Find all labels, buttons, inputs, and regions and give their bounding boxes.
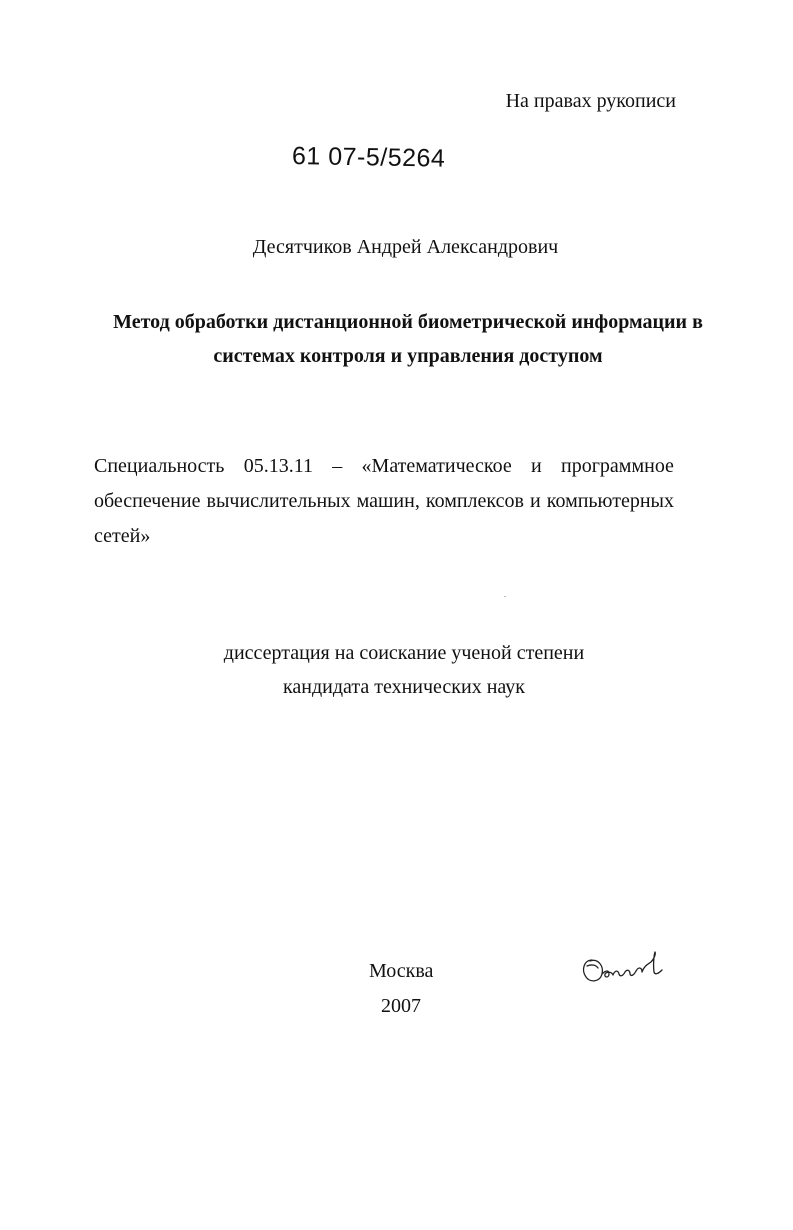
specialty-word: обеспечение (94, 490, 201, 512)
year: 2007 (381, 995, 421, 1017)
specialty-word: программное (561, 455, 674, 477)
city: Москва (369, 960, 434, 982)
specialty-word: Специальность (94, 455, 225, 477)
specialty-word: вычислительных (206, 490, 351, 512)
archive-code: 61 07-5/5264 (291, 142, 446, 173)
degree-line-2: кандидата технических наук (282, 676, 526, 698)
handwritten-signature (578, 946, 670, 990)
specialty-word: машин, (356, 490, 420, 512)
specialty-word: и (531, 455, 542, 477)
manuscript-notice: На правах рукописи (505, 90, 676, 112)
dissertation-title (100, 305, 716, 373)
title-line-1: Метод обработки дистанционной биометрической информации в (113, 311, 703, 333)
specialty-block (94, 449, 674, 554)
specialty-word: и (530, 490, 541, 512)
title-line-2: системах контроля и управления доступом (213, 345, 603, 367)
degree-line-1: диссертация на соискание ученой степени (223, 642, 585, 664)
author-name: Десятчиков Андрей Александрович (252, 236, 559, 258)
specialty-word: компьютерных (546, 490, 674, 512)
scan-speck (504, 596, 506, 597)
specialty-word: комплексов (425, 490, 524, 512)
specialty-word: «Математическое (361, 455, 512, 477)
specialty-line-3: сетей» (94, 525, 151, 547)
specialty-dash: – (332, 455, 343, 477)
specialty-code: 05.13.11 (243, 455, 313, 477)
degree-statement (0, 636, 793, 704)
specialty-line-1 (94, 449, 674, 484)
specialty-line-2 (94, 484, 674, 519)
